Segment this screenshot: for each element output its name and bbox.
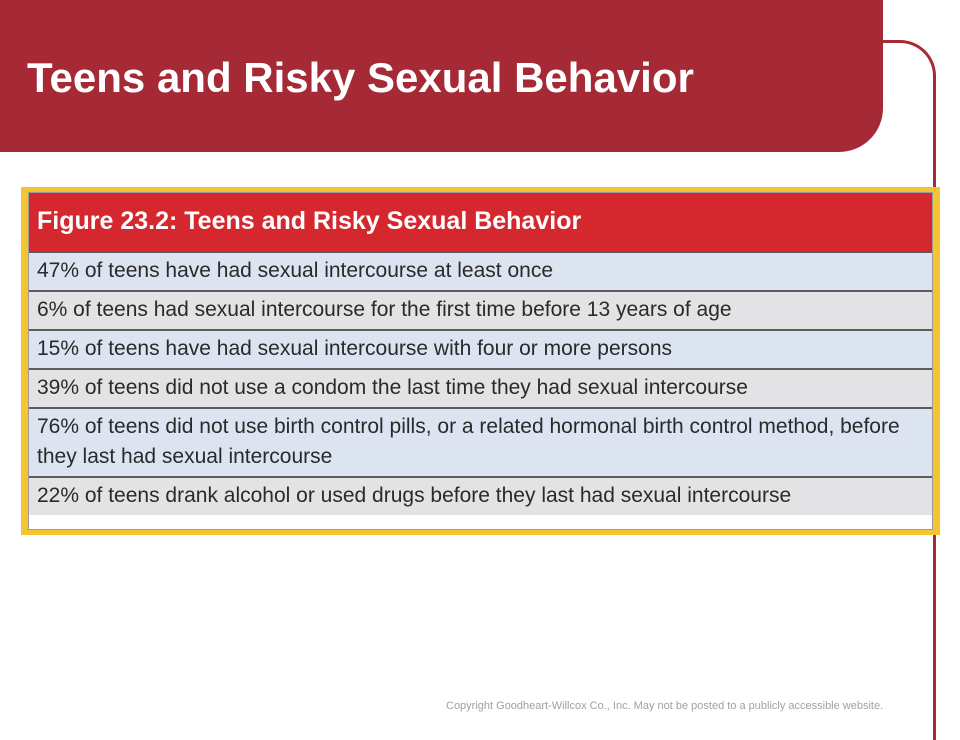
table-row: 47% of teens have had sexual intercourse at least once bbox=[29, 251, 932, 290]
copyright-notice: Copyright Goodheart-Willcox Co., Inc. May not be posted to a publicly accessible website. bbox=[446, 700, 884, 712]
figure-table bbox=[28, 192, 933, 530]
table-row: 76% of teens did not use birth control pills, or a related hormonal birth control method, before they last had sexual intercourse bbox=[29, 407, 932, 476]
slide-title: Teens and Risky Sexual Behavior bbox=[27, 54, 694, 101]
table-row: 15% of teens have had sexual intercourse with four or more persons bbox=[29, 329, 932, 368]
figure-table-frame bbox=[21, 187, 940, 535]
table-row: 6% of teens had sexual intercourse for the first time before 13 years of age bbox=[29, 290, 932, 329]
table-row: 39% of teens did not use a condom the last time they had sexual intercourse bbox=[29, 368, 932, 407]
figure-title: Figure 23.2: Teens and Risky Sexual Behavior bbox=[29, 193, 932, 251]
table-row: 22% of teens drank alcohol or used drugs before they last had sexual intercourse bbox=[29, 476, 932, 515]
